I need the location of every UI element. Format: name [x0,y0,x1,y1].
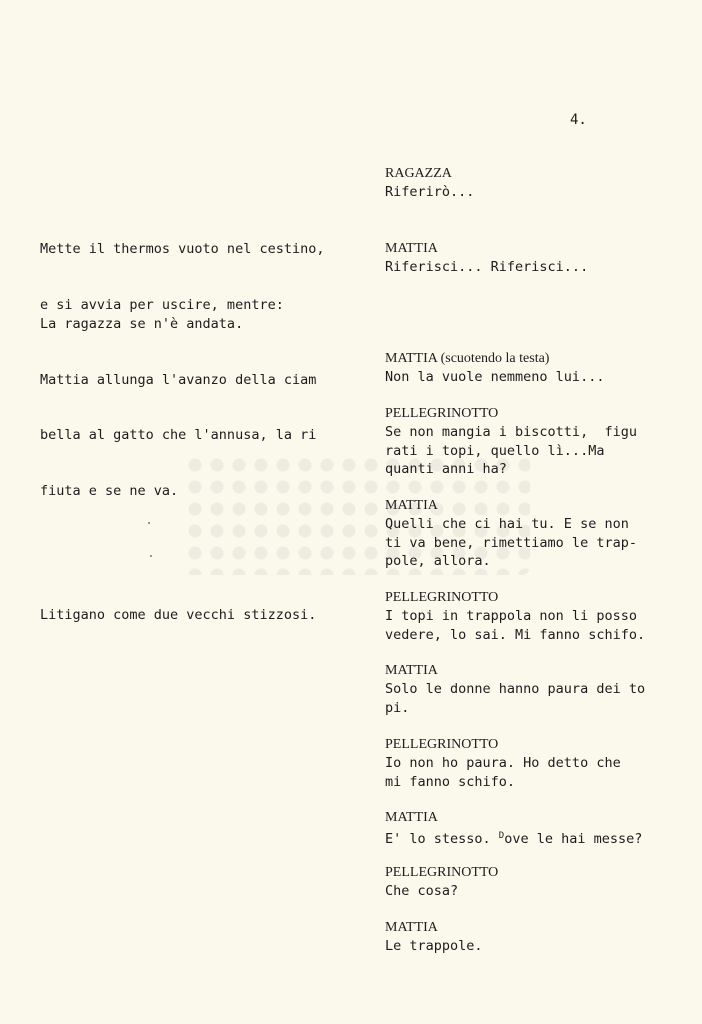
dialogue-line: Non la vuole nemmeno lui... [385,369,605,385]
dialogue-line: rati i topi, quello lì...Ma [385,442,605,459]
dialogue-line: ti va bene, rimettiamo le trap- [385,534,637,551]
ink-speck [150,555,152,557]
dialogue-line [385,827,695,849]
stage-line: Mattia allunga l'avanzo della ciam [40,371,317,388]
raised-letter: D [498,831,505,841]
dialogue-block [385,405,695,479]
speaker-name: PELLEGRINOTTO [385,737,499,752]
stage-line: Litigano come due vecchi stizzosi. [40,607,317,623]
stage-line: La ragazza se n'è andata. [40,316,244,332]
dialogue-line: quanti anni ha? [385,461,507,477]
dialogue-line: Che cosa? [385,883,459,899]
dialogue-block [385,809,695,849]
dialogue-line: Se non mangia i biscotti, figu [385,424,637,440]
dialogue-block [385,589,695,644]
dialogue-block [385,736,695,791]
stage-line: fiuta e se ne va. [40,482,179,499]
stage-line: bella al gatto che l'annusa, la ri [40,427,317,443]
dialogue-block [385,350,695,387]
speaker-name: PELLEGRINOTTO [385,406,499,421]
speaker-name: RAGAZZA [385,166,452,181]
dialogue-block [385,240,695,277]
dialogue-block [385,864,695,901]
speaker-name: MATTIA [385,920,438,935]
dialogue-line: Io non ho paura. Ho detto che [385,755,621,771]
dialogue-line: Quelli che ci hai tu. E se non [385,516,629,532]
dialogue-line: pole, allora. [385,553,491,569]
speaker-name: PELLEGRINOTTO [385,590,499,605]
speaker-name: MATTIA [385,810,438,825]
stage-line: Mette il thermos vuoto nel cestino, [40,241,325,257]
dialogue-line: Solo le donne hanno paura dei to [385,681,646,697]
speaker-name: MATTIA [385,663,438,678]
stage-direction-3 [40,569,370,662]
line-part: E' lo stesso. [385,831,499,847]
stage-line: e si avvia per uscire, mentre: [40,296,284,313]
page-number: 4. [570,112,587,128]
speaker-name: PELLEGRINOTTO [385,865,499,880]
dialogue-line: Riferirò... [385,184,475,200]
dialogue-line: Riferisci... Riferisci... [385,259,589,275]
dialogue-line: Le trappole. [385,938,483,954]
dialogue-line: I topi in trappola non li posso [385,608,637,624]
dialogue-block [385,662,695,717]
dialogue-block [385,497,695,571]
ink-speck [148,522,150,524]
speaker-name: MATTIA [385,498,438,513]
speaker-name: MATTIA [385,241,438,256]
line-part: ove le hai messe? [504,831,643,847]
dialogue-block [385,165,695,202]
dialogue-line: mi fanno schifo. [385,773,516,790]
dialogue-line: pi. [385,699,410,716]
speaker-name: MATTIA (scuotendo la testa) [385,351,550,366]
dialogue-block [385,919,695,956]
stage-direction-2 [40,278,370,537]
dialogue-line: vedere, lo sai. Mi fanno schifo. [385,626,646,643]
